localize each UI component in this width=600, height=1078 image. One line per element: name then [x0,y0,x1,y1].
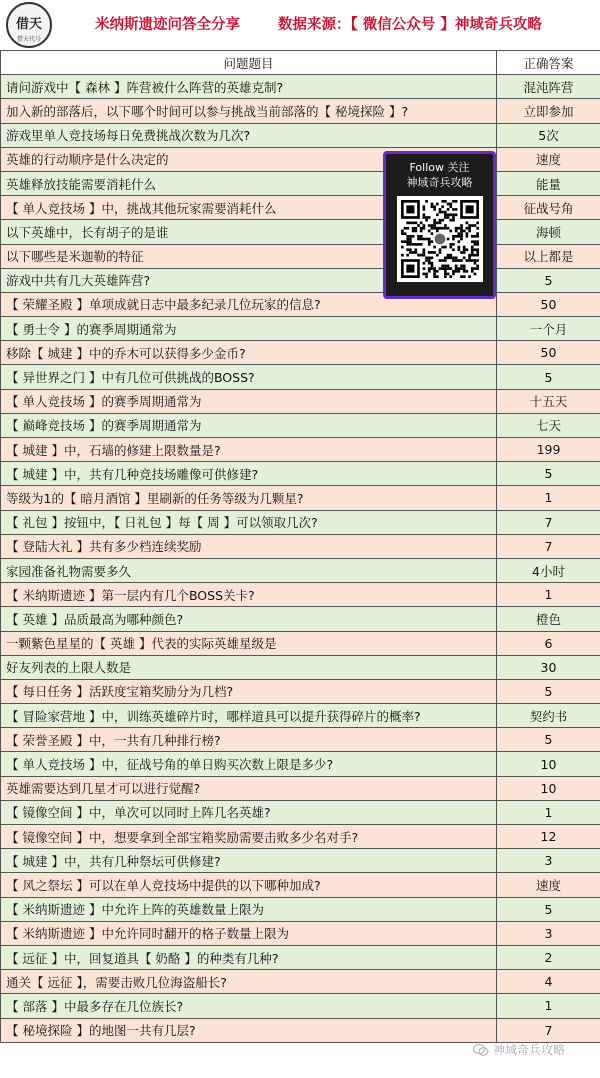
answer-cell: 1 [497,486,600,510]
table-row [1,220,600,244]
answer-cell: 50 [497,292,600,316]
table-row [1,994,600,1018]
question-cell: 【 勇士令 】的赛季周期通常为 [1,317,497,341]
question-cell: 游戏中共有几大英雄阵营? [1,268,497,292]
answer-cell: 橙色 [497,607,600,631]
question-cell: 请问游戏中【 森林 】阵营被什么阵营的英雄克制? [1,75,497,99]
answer-cell: 海顿 [497,220,600,244]
answer-cell: 以上都是 [497,244,600,268]
answer-cell: 12 [497,825,600,849]
question-cell: 【 英雄 】品质最高为哪种颜色? [1,607,497,631]
answer-cell: 5 [497,728,600,752]
qa-table [0,50,600,1043]
question-cell: 【 登陆大礼 】共有多少档连续奖励 [1,534,497,558]
qr-follow-card [383,151,496,299]
answer-cell: 2 [497,945,600,969]
table-row [1,558,600,582]
question-cell: 【 城建 】中，共有几种祭坛可供修建? [1,849,497,873]
question-cell: 英雄释放技能需要消耗什么 [1,171,497,195]
table-row [1,679,600,703]
table-row [1,607,600,631]
answer-cell: 1 [497,800,600,824]
answer-cell: 1 [497,994,600,1018]
logo-subtext: 借天代号 [16,36,41,43]
answer-cell: 7 [497,1018,600,1042]
table-row [1,341,600,365]
logo [6,2,52,48]
question-cell: 【 单人竞技场 】中，征战号角的单日购买次数上限是多少? [1,752,497,776]
table-row [1,825,600,849]
table-row [1,147,600,171]
answer-cell: 征战号角 [497,196,600,220]
answer-cell: 3 [497,849,600,873]
answer-cell: 5 [497,268,600,292]
question-cell: 【 单人竞技场 】中，挑战其他玩家需要消耗什么 [1,196,497,220]
answer-cell: 30 [497,655,600,679]
question-cell: 【 冒险家营地 】中，训练英雄碎片时，哪样道具可以提升获得碎片的概率? [1,704,497,728]
answer-cell: 10 [497,752,600,776]
question-cell: 【 荣耀圣殿 】单项成就日志中最多纪录几位玩家的信息? [1,292,497,316]
question-cell: 【 荣誉圣殿 】中，一共有几种排行榜? [1,728,497,752]
question-cell: 【 镜像空间 】中，想要拿到全部宝箱奖励需要击败多少名对手? [1,825,497,849]
question-cell: 以下哪些是米迦勒的特征 [1,244,497,268]
question-cell: 家园准备礼物需要多久 [1,558,497,582]
table-row [1,317,600,341]
question-cell: 【 米纳斯遗迹 】中允许同时翻开的格子数量上限为 [1,921,497,945]
question-cell: 【 镜像空间 】中，单次可以同时上阵几名英雄? [1,800,497,824]
table-row [1,583,600,607]
question-cell: 【 礼包 】按钮中，【 日礼包 】每【 周 】可以领取几次? [1,510,497,534]
table-row [1,510,600,534]
table-row [1,438,600,462]
answer-cell: 5 [497,365,600,389]
answer-cell: 一个月 [497,317,600,341]
question-cell: 【 部落 】中最多存在几位族长? [1,994,497,1018]
question-cell: 【 米纳斯遗迹 】中允许上阵的英雄数量上限为 [1,897,497,921]
question-cell: 【 风之祭坛 】可以在单人竞技场中提供的以下哪种加成? [1,873,497,897]
question-cell: 【 单人竞技场 】的赛季周期通常为 [1,389,497,413]
table-row [1,728,600,752]
table-row [1,171,600,195]
question-cell: 英雄需要达到几星才可以进行觉醒? [1,776,497,800]
answer-cell: 10 [497,776,600,800]
question-cell: 【 异世界之门 】中有几位可供挑战的BOSS? [1,365,497,389]
answer-cell: 契约书 [497,704,600,728]
question-cell: 【 巅峰竞技场 】的赛季周期通常为 [1,413,497,437]
table-row [1,704,600,728]
answer-cell: 5次 [497,123,600,147]
question-cell: 等级为1的【 暗月酒馆 】里刷新的任务等级为几颗星? [1,486,497,510]
answer-cell: 7 [497,534,600,558]
question-cell: 好友列表的上限人数是 [1,655,497,679]
table-row [1,462,600,486]
table-row [1,413,600,437]
header [0,0,600,50]
column-header-question: 问题题目 [1,51,497,75]
answer-cell: 5 [497,462,600,486]
answer-cell: 199 [497,438,600,462]
qr-code-image [397,196,483,282]
table-row [1,123,600,147]
page-title: 米纳斯遗迹问答全分享 [95,17,240,33]
logo-text: 借天 [15,17,42,32]
watermark [473,1041,565,1058]
table-header-row [1,51,600,75]
table-row [1,534,600,558]
question-cell: 一颗紫色星星的【 英雄 】代表的实际英雄星级是 [1,631,497,655]
answer-cell: 5 [497,897,600,921]
question-cell: 以下英雄中，长有胡子的是谁 [1,220,497,244]
table-row [1,365,600,389]
question-cell: 移除【 城建 】中的乔木可以获得多少金币? [1,341,497,365]
table-row [1,970,600,994]
qr-follow-label: Follow 关注 [409,161,470,174]
table-row [1,292,600,316]
answer-cell: 能量 [497,171,600,195]
data-source: 数据来源：【 微信公众号 】神域奇兵攻略 [278,17,542,33]
answer-cell: 1 [497,583,600,607]
answer-cell: 4小时 [497,558,600,582]
answer-cell: 速度 [497,147,600,171]
question-cell: 游戏里单人竞技场每日免费挑战次数为几次? [1,123,497,147]
table-row [1,849,600,873]
table-row [1,486,600,510]
answer-cell: 速度 [497,873,600,897]
table-row [1,99,600,123]
table-row [1,244,600,268]
question-cell: 加入新的部落后，以下哪个时间可以参与挑战当前部落的【 秘境探险 】? [1,99,497,123]
answer-cell: 7 [497,510,600,534]
table-row [1,655,600,679]
table-row [1,389,600,413]
answer-cell: 5 [497,679,600,703]
question-cell: 【 城建 】中，共有几种竞技场雕像可供修建? [1,462,497,486]
answer-cell: 立即参加 [497,99,600,123]
table-row [1,800,600,824]
answer-cell: 十五天 [497,389,600,413]
answer-cell: 3 [497,921,600,945]
table-row [1,196,600,220]
table-row [1,752,600,776]
table-row [1,776,600,800]
question-cell: 【 米纳斯遗迹 】第一层内有几个BOSS关卡? [1,583,497,607]
table-row [1,1018,600,1042]
question-cell: 通关【 远征 】，需要击败几位海盗船长? [1,970,497,994]
table-row [1,631,600,655]
table-row [1,897,600,921]
table-row [1,921,600,945]
answer-cell: 6 [497,631,600,655]
table-row [1,75,600,99]
watermark-text: 神域奇兵攻略 [493,1043,566,1057]
column-header-answer: 正确答案 [497,51,600,75]
answer-cell: 七天 [497,413,600,437]
question-cell: 英雄的行动顺序是什么决定的 [1,147,497,171]
qr-account-name: 神域奇兵攻略 [406,176,473,189]
table-row [1,945,600,969]
table-row [1,873,600,897]
question-cell: 【 每日任务 】活跃度宝箱奖励分为几档? [1,679,497,703]
table-body [1,75,600,1043]
question-cell: 【 秘境探险 】的地图一共有几层? [1,1018,497,1042]
question-cell: 【 远征 】中，回复道具【 奶酪 】的种类有几种? [1,945,497,969]
table-row [1,268,600,292]
wechat-icon [473,1043,489,1057]
answer-cell: 4 [497,970,600,994]
question-cell: 【 城建 】中，石墙的修建上限数量是? [1,438,497,462]
answer-cell: 混沌阵营 [497,75,600,99]
answer-cell: 50 [497,341,600,365]
qr-code-icon [401,200,479,278]
